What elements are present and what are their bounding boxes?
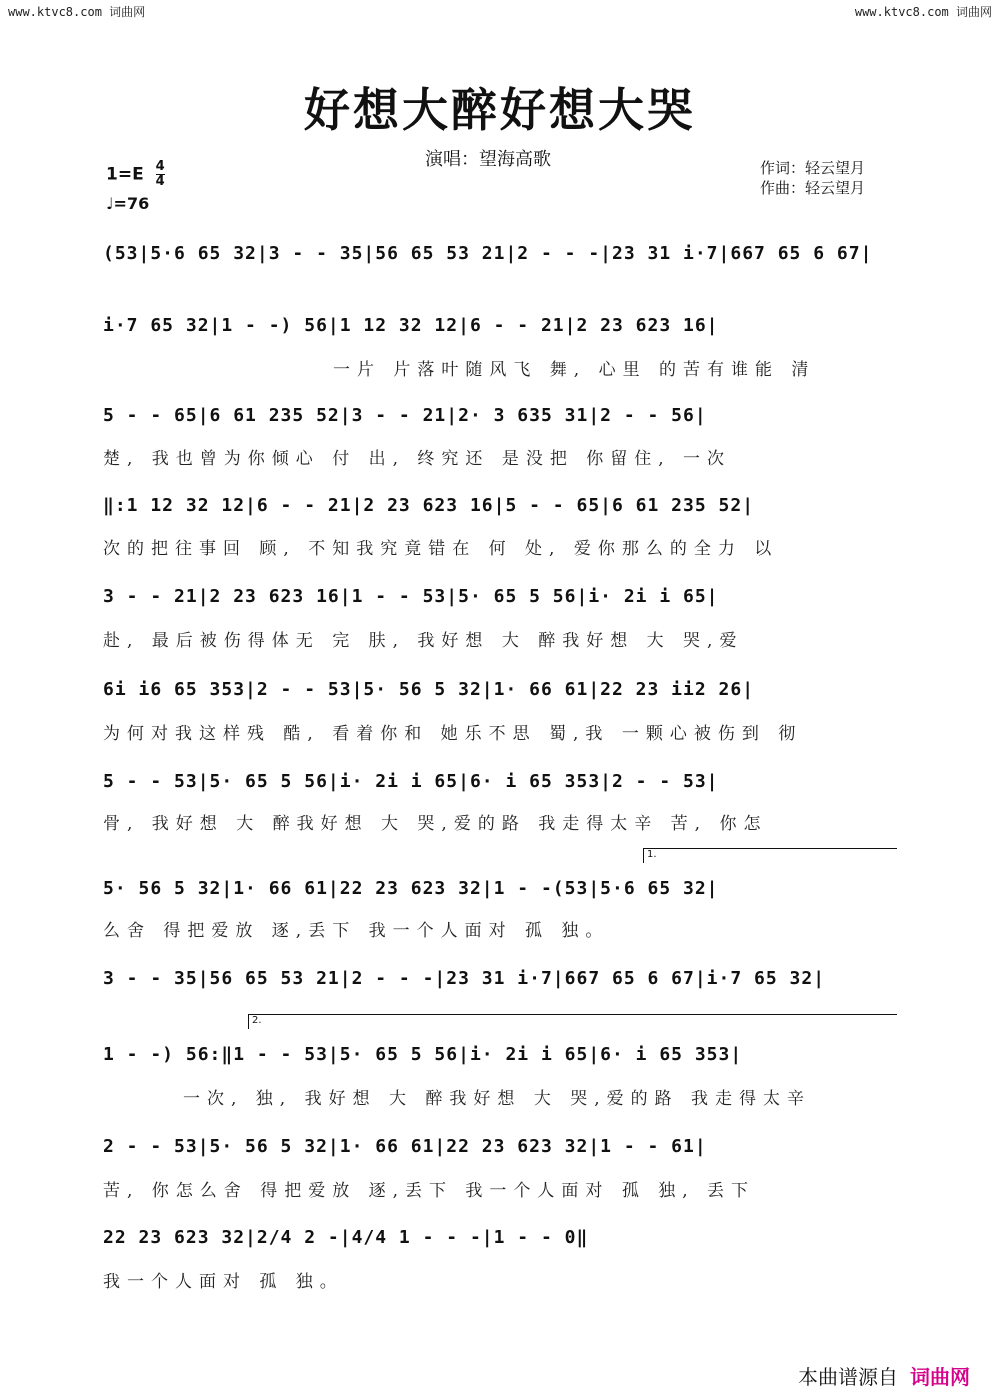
credits [760,158,865,198]
lyric-line-11: 苦, 你怎么舍 得把爱放 逐,丢下 我一个人面对 孤 独, 丢下 [103,1181,756,1201]
lyric-line-7: 骨, 我好想 大 醉我好想 大 哭,爱的路 我走得太辛 苦, 你怎 [103,814,768,834]
notation-line-8: 5· 56 5 32|1· 66 61|22 23 623 32|1 - -(53|5·6 65 32| [103,878,719,899]
watermark-right: www.ktvc8.com 词曲网 [854,5,992,19]
lyric-line-12: 我一个人面对 孤 独。 [103,1272,344,1292]
footer-source: 本曲谱源自 [798,1365,898,1389]
time-signature [156,160,165,189]
footer-credit [798,1361,970,1390]
ending-bracket-1: 1. [643,848,897,863]
key-label: 1=E [106,164,144,185]
key-signature [106,160,165,189]
notation-line-4: ‖:1 12 32 12|6 - - 21|2 23 623 16|5 - - 65|6 61 235 52| [103,495,755,516]
notation-line-10: 1 - -) 56:‖1 - - 53|5· 65 5 56|i· 2i i 65|6· i 65 353| [103,1044,743,1065]
notation-line-3: 5 - - 65|6 61 235 52|3 - - 21|2· 3 635 31|2 - - 56| [103,405,707,426]
notation-line-9: 3 - - 35|56 65 53 21|2 - - -|23 31 i·7|667 65 6 67|i·7 65 32| [103,968,826,989]
lyric-line-10: 一次, 独, 我好想 大 醉我好想 大 哭,爱的路 我走得太辛 [183,1089,812,1109]
composer: 作曲：轻云望月 [760,179,866,197]
lyric-line-6: 为何对我这样残 酷, 看着你和 她乐不思 蜀,我 一颗心被伤到 彻 [103,724,803,744]
notation-line-5: 3 - - 21|2 23 623 16|1 - - 53|5· 65 5 56|i· 2i i 65| [103,586,719,607]
lyric-line-5: 赴, 最后被伤得体无 完 肤, 我好想 大 醉我好想 大 哭,爱 [103,631,744,651]
lyric-line-3: 楚, 我也曾为你倾心 付 出, 终究还 是没把 你留住, 一次 [103,449,732,469]
lyricist: 作词：轻云望月 [760,159,866,177]
time-bottom: 4 [155,174,165,189]
ending-bracket-2: 2. [248,1014,897,1029]
time-top: 4 [155,159,165,174]
watermark-left: www.ktvc8.com 词曲网 [8,5,146,19]
notation-line-1: (53|5·6 65 32|3 - - 35|56 65 53 21|2 - - -|23 31 i·7|667 65 6 67| [103,243,873,264]
lyric-line-2: 一片 片落叶随风飞 舞, 心里 的苦有谁能 清 [333,360,816,380]
lyric-line-4: 次的把往事回 顾, 不知我究竟错在 何 处, 爱你那么的全力 以 [103,539,779,559]
notation-line-2: i·7 65 32|1 - -) 56|1 12 32 12|6 - - 21|2 23 623 16| [103,315,719,336]
performer: 演唱：望海高歌 [425,149,551,170]
notation-line-7: 5 - - 53|5· 65 5 56|i· 2i i 65|6· i 65 353|2 - - 53| [103,771,719,792]
lyric-line-8: 么舍 得把爱放 逐,丢下 我一个人面对 孤 独。 [103,921,610,941]
footer-brand[interactable]: 词曲网 [910,1365,970,1389]
notation-line-11: 2 - - 53|5· 56 5 32|1· 66 61|22 23 623 32|1 - - 61| [103,1136,707,1157]
song-title: 好想大醉好想大哭 [304,83,696,137]
notation-line-12: 22 23 623 32|2/4 2 -|4/4 1 - - -|1 - - 0‖ [103,1227,589,1248]
tempo-marking: ♩=76 [106,194,150,213]
notation-line-6: 6i i6 65 353|2 - - 53|5· 56 5 32|1· 66 61|22 23 ii2 26| [103,679,755,700]
